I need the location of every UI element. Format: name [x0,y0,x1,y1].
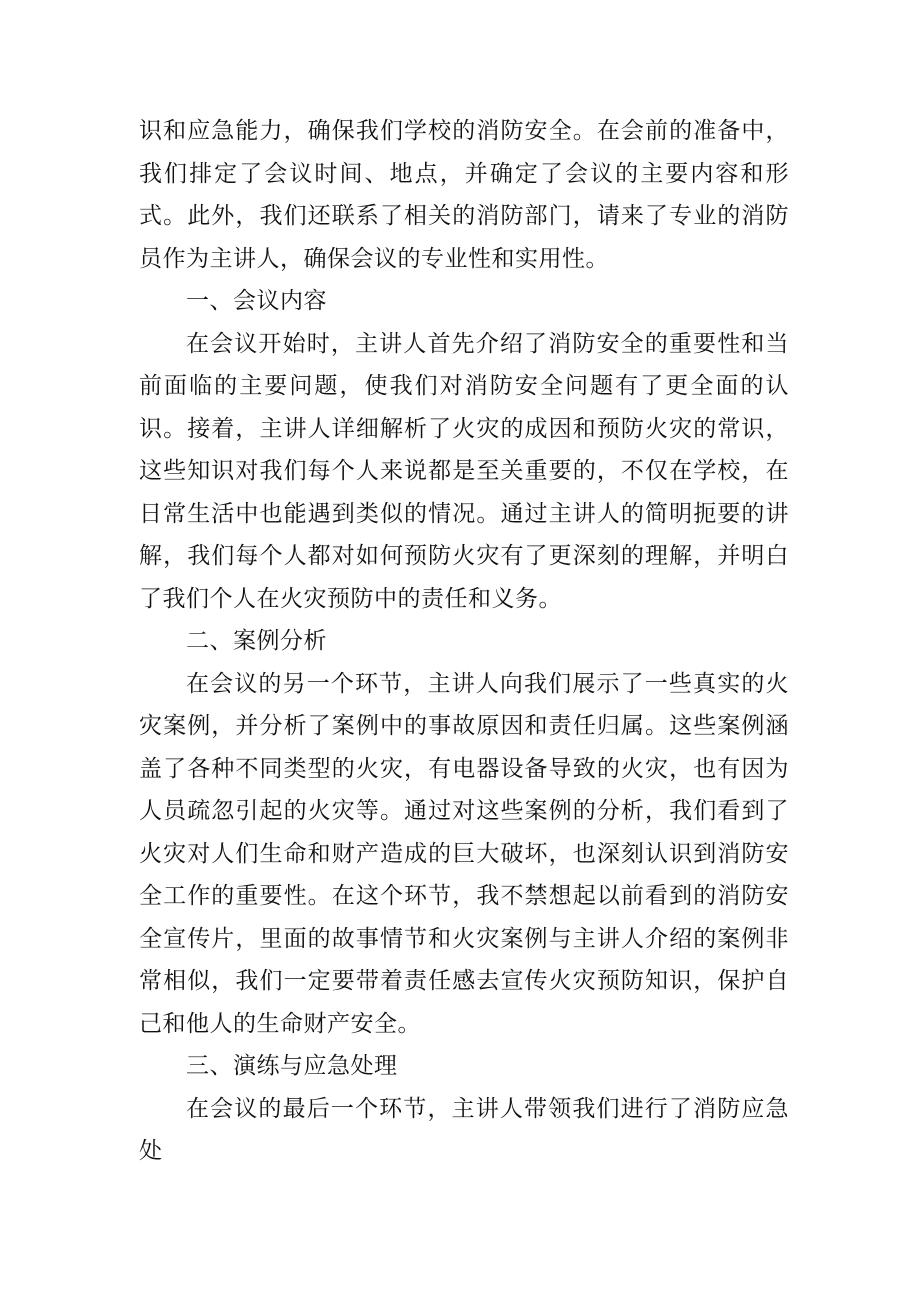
paragraph-intro-continuation: 识和应急能力，确保我们学校的消防安全。在会前的准备中，我们排定了会议时间、地点，并确定了会议的主要内容和形式。此外，我们还联系了相关的消防部门，请来了专业的消防员作为主讲人，确保会议的专业性和实用性。 [139,118,789,272]
section-heading-meeting-content: 一、会议内容 [186,288,327,314]
section-heading-case-analysis: 二、案例分析 [186,628,327,654]
paragraph-case-analysis: 在会议的另一个环节，主讲人向我们展示了一些真实的火灾案例，并分析了案例中的事故原因和责任归属。这些案例涵盖了各种不同类型的火灾，有电器设备导致的火灾，也有因为人员疏忽引起的火灾等。通过对这些案例的分析，我们看到了火灾对人们生命和财产造成的巨大破坏，也深刻认识到消防安全工作的重要性。在这个环节，我不禁想起以前看到的消防安全宣传片，里面的故事情节和火灾案例与主讲人介绍的案例非常相似，我们一定要带着责任感去宣传火灾预防知识，保护自己和他人的生命财产安全。 [139,670,789,1037]
section-heading-drill: 三、演练与应急处理 [186,1053,398,1079]
paragraph-meeting-content: 在会议开始时，主讲人首先介绍了消防安全的重要性和当前面临的主要问题，使我们对消防安全问题有了更全面的认识。接着，主讲人详细解析了火灾的成因和预防火灾的常识，这些知识对我们每个人来说都是至关重要的，不仅在学校，在日常生活中也能遇到类似的情况。通过主讲人的简明扼要的讲解，我们每个人都对如何预防火灾有了更深刻的理解，并明白了我们个人在火灾预防中的责任和义务。 [139,330,789,612]
paragraph-drill: 在会议的最后一个环节，主讲人带领我们进行了消防应急处 [139,1095,789,1164]
document-body [139,110,789,1173]
